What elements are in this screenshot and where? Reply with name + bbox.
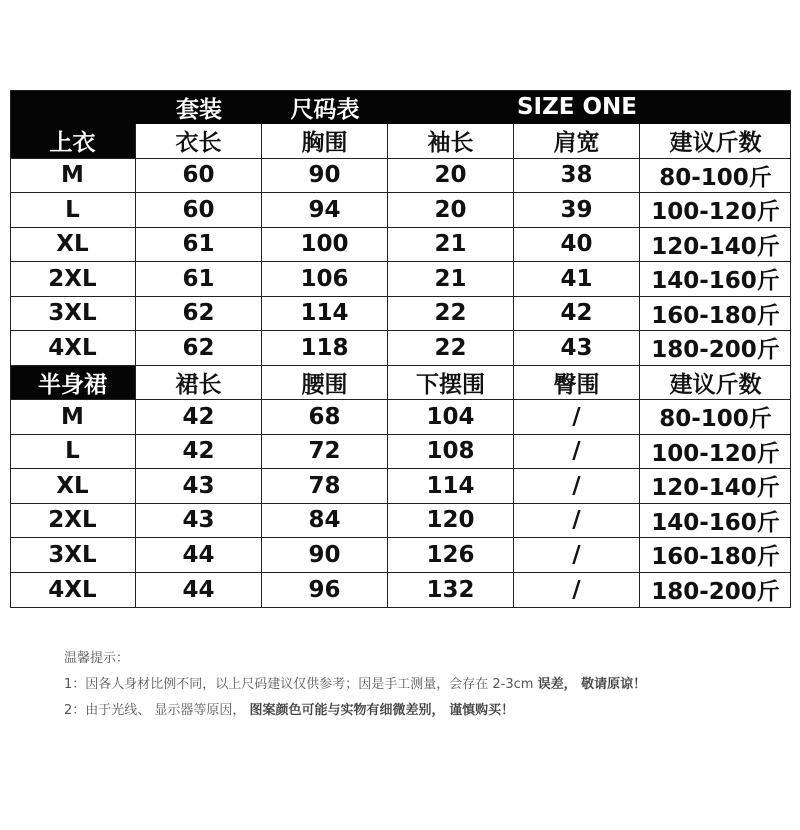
table-row <box>10 331 791 366</box>
value-cell: 21 <box>388 228 514 262</box>
value-cell: 43 <box>514 331 640 365</box>
value-cell: 20 <box>388 193 514 227</box>
value-cell: / <box>514 538 640 572</box>
value-cell: 140-160斤 <box>651 268 780 295</box>
value-cell: / <box>514 469 640 503</box>
column-header: 胸围 <box>262 124 388 158</box>
note-line-1: 1：因各人身材比例不同，以上尺码建议仅供参考；因是手工测量，会存在 2-3cm 误差， 敬请原谅！ <box>64 677 647 692</box>
value-cell: 90 <box>262 159 388 193</box>
column-header: 衣长 <box>136 124 262 158</box>
table-row <box>10 193 791 228</box>
table-row <box>10 435 791 470</box>
value-cell: / <box>514 573 640 608</box>
table-row <box>10 538 791 573</box>
size-cell: 2XL <box>10 262 136 296</box>
column-header: 下摆围 <box>388 366 514 400</box>
value-cell: 60 <box>136 193 262 227</box>
value-cell: 100-120斤 <box>651 440 780 467</box>
notes-title: 温馨提示： <box>64 651 130 666</box>
value-cell: 61 <box>136 262 262 296</box>
value-cell: 114 <box>262 297 388 331</box>
value-cell: 39 <box>514 193 640 227</box>
value-cell: 118 <box>262 331 388 365</box>
skirt-section <box>10 366 791 608</box>
value-cell: 44 <box>136 538 262 572</box>
value-cell: 42 <box>136 435 262 469</box>
value-cell: 100-120斤 <box>651 199 780 226</box>
value-cell: 21 <box>388 262 514 296</box>
size-cell: M <box>10 159 136 193</box>
value-cell: 96 <box>262 573 388 608</box>
size-cell: L <box>10 193 136 227</box>
column-header: 裙长 <box>136 366 262 400</box>
value-cell: / <box>514 504 640 538</box>
value-cell: 80-100斤 <box>659 406 772 433</box>
value-cell: 160-180斤 <box>651 544 780 571</box>
value-cell: 61 <box>136 228 262 262</box>
value-cell: 126 <box>388 538 514 572</box>
skirt-label: 半身裙 <box>10 366 136 400</box>
value-cell: 22 <box>388 297 514 331</box>
table-row <box>10 262 791 297</box>
value-cell: 132 <box>388 573 514 608</box>
chart-title: 尺码表 <box>290 96 360 123</box>
column-header: 袖长 <box>388 124 514 158</box>
table-row <box>10 573 791 608</box>
value-cell: 40 <box>514 228 640 262</box>
size-cell: 3XL <box>10 297 136 331</box>
skirt-header-row <box>10 366 791 401</box>
value-cell: / <box>514 435 640 469</box>
value-cell: 114 <box>388 469 514 503</box>
value-cell: 90 <box>262 538 388 572</box>
table-row <box>10 228 791 263</box>
column-header: 腰围 <box>262 366 388 400</box>
value-cell: 68 <box>262 400 388 434</box>
value-cell: 78 <box>262 469 388 503</box>
table-row <box>10 469 791 504</box>
table-row <box>10 504 791 539</box>
column-header: 臀围 <box>514 366 640 400</box>
value-cell: 80-100斤 <box>659 164 772 191</box>
value-cell: 38 <box>514 159 640 193</box>
size-cell: 2XL <box>10 504 136 538</box>
value-cell: 108 <box>388 435 514 469</box>
value-cell: 120-140斤 <box>651 475 780 502</box>
size-cell: 4XL <box>10 331 136 365</box>
set-label: 套装 <box>176 96 222 123</box>
value-cell: 42 <box>514 297 640 331</box>
notes <box>64 646 646 724</box>
value-cell: 41 <box>514 262 640 296</box>
value-cell: 106 <box>262 262 388 296</box>
value-cell: 160-180斤 <box>651 302 780 329</box>
value-cell: 120 <box>388 504 514 538</box>
value-cell: 43 <box>136 469 262 503</box>
size-chart-table <box>10 90 791 607</box>
value-cell: 60 <box>136 159 262 193</box>
size-label: SIZE ONE <box>516 94 638 120</box>
value-cell: 72 <box>262 435 388 469</box>
value-cell: 180-200斤 <box>651 579 780 606</box>
size-cell: 4XL <box>10 573 136 608</box>
value-cell: 180-200斤 <box>651 337 780 364</box>
value-cell: 104 <box>388 400 514 434</box>
top-label: 上衣 <box>10 124 136 158</box>
value-cell: 44 <box>136 573 262 608</box>
column-header: 建议斤数 <box>669 371 762 398</box>
value-cell: 62 <box>136 331 262 365</box>
table-title-row <box>10 90 791 124</box>
value-cell: 42 <box>136 400 262 434</box>
value-cell: 120-140斤 <box>651 233 780 260</box>
value-cell: 94 <box>262 193 388 227</box>
size-cell: L <box>10 435 136 469</box>
value-cell: 43 <box>136 504 262 538</box>
value-cell: 22 <box>388 331 514 365</box>
table-row <box>10 159 791 194</box>
value-cell: 62 <box>136 297 262 331</box>
value-cell: 140-160斤 <box>651 509 780 536</box>
size-cell: M <box>10 400 136 434</box>
value-cell: 84 <box>262 504 388 538</box>
note-line-2: 2：由于光线、 显示器等原因， 图案颜色可能与实物有细微差别， 谨慎购买！ <box>64 703 515 718</box>
table-row <box>10 400 791 435</box>
value-cell: / <box>514 400 640 434</box>
column-header: 建议斤数 <box>669 130 762 157</box>
size-cell: XL <box>10 228 136 262</box>
top-header-row <box>10 124 791 159</box>
top-section <box>10 124 791 366</box>
size-cell: 3XL <box>10 538 136 572</box>
size-cell: XL <box>10 469 136 503</box>
table-row <box>10 297 791 332</box>
value-cell: 100 <box>262 228 388 262</box>
column-header: 肩宽 <box>514 124 640 158</box>
value-cell: 20 <box>388 159 514 193</box>
